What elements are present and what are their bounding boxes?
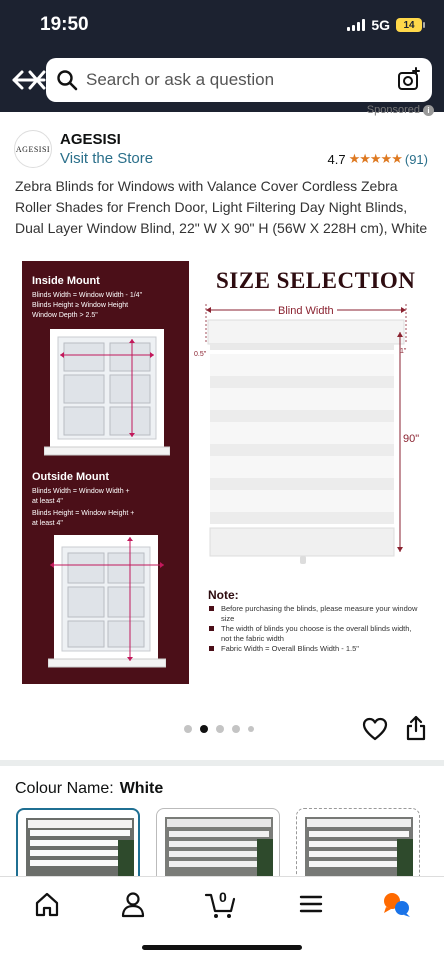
cart-count: 0 <box>219 889 227 905</box>
visit-store-link[interactable]: Visit the Store <box>60 150 154 167</box>
outside-mount-line: Blinds Height = Window Height + <box>32 510 135 517</box>
note-list <box>208 604 423 654</box>
colour-name <box>15 780 163 798</box>
inside-mount-line: Blinds Width = Window Width - 1/4" <box>32 292 143 299</box>
network-label: 5G <box>371 17 390 33</box>
rating-value: 4.7 <box>327 151 346 167</box>
share-icon[interactable] <box>405 715 427 741</box>
outside-mount-line: at least 4" <box>32 498 63 505</box>
review-count[interactable]: (91) <box>404 151 428 167</box>
size-selection-heading: SIZE SELECTION <box>216 268 416 293</box>
inside-mount-line: Blinds Height ≥ Window Height <box>32 302 129 309</box>
left-offset-label: 0.5" <box>194 351 207 358</box>
carousel-dot[interactable] <box>232 725 240 733</box>
outside-mount-line: Blinds Width = Window Width + <box>32 488 130 495</box>
status-icons <box>347 17 422 33</box>
camera-lens-icon[interactable] <box>396 67 422 93</box>
heart-icon[interactable] <box>362 717 388 741</box>
back-close-icon[interactable] <box>10 64 46 96</box>
mount-guide-panel <box>22 261 189 684</box>
status-time: 19:50 <box>40 14 89 35</box>
rufus-assistant-icon[interactable] <box>382 889 412 919</box>
colour-name-label: Colour Name: <box>15 780 114 797</box>
blind-diagram <box>202 302 410 572</box>
outside-mount-line: at least 4" <box>32 520 63 527</box>
section-divider <box>0 760 444 766</box>
home-icon[interactable] <box>32 889 62 919</box>
product-title: Zebra Blinds for Windows with Valance Cover Cordless Zebra Roller Shades for French Door, Light Filtering Day Night Blinds, Dual Layer Window Blind, 22" W X 90" H (56W X 228H cm), White <box>15 178 428 236</box>
colour-name-value: White <box>119 780 164 797</box>
image-carousel-dots[interactable] <box>184 725 254 733</box>
inside-window-illustration <box>44 325 170 461</box>
search-icon <box>56 69 78 91</box>
carousel-dot[interactable] <box>184 725 192 733</box>
inside-mount-line: Window Depth > 2.5" <box>32 312 98 319</box>
note-heading: Note: <box>208 588 239 602</box>
brand-name: AGESISI <box>60 131 121 148</box>
signal-icon <box>347 19 365 31</box>
right-offset-label: 1" <box>400 348 407 355</box>
outside-window-illustration <box>48 533 166 673</box>
menu-icon[interactable] <box>296 889 326 919</box>
note-item: Before purchasing the blinds, please measure your window size <box>208 604 423 624</box>
rating-summary[interactable] <box>328 151 428 167</box>
carousel-dot[interactable] <box>216 725 224 733</box>
inside-mount-heading: Inside Mount <box>32 275 100 287</box>
home-indicator <box>142 945 302 950</box>
note-item: Fabric Width = Overall Blinds Width - 1.5" <box>208 644 423 654</box>
carousel-dot[interactable] <box>248 726 254 732</box>
search-input[interactable] <box>86 70 386 90</box>
account-icon[interactable] <box>118 889 148 919</box>
product-image[interactable] <box>20 258 424 688</box>
sponsored-label[interactable] <box>367 104 434 116</box>
blind-width-label: Blind Width <box>275 305 337 317</box>
outside-mount-heading: Outside Mount <box>32 471 109 483</box>
note-item: The width of blinds you choose is the overall blinds width, not the fabric width <box>208 624 423 644</box>
info-icon[interactable]: i <box>423 105 434 116</box>
top-header <box>0 0 444 112</box>
brand-logo[interactable]: AGESISI <box>14 130 52 168</box>
search-bar[interactable] <box>46 58 432 102</box>
battery-level: 14 <box>403 19 415 31</box>
star-rating-icon: ★★★★★ <box>348 151 402 166</box>
carousel-dot-active[interactable] <box>200 725 208 733</box>
sponsored-text: Sponsored <box>366 104 420 116</box>
blind-height-label: 90" <box>403 433 420 445</box>
battery-icon <box>396 18 422 32</box>
cart-button[interactable] <box>204 887 238 921</box>
